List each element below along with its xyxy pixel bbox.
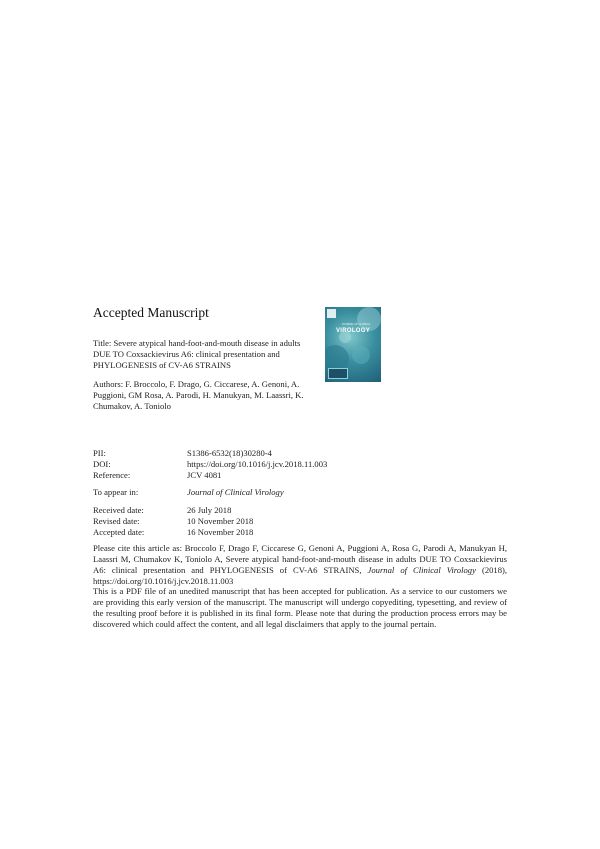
publisher-logo [327,309,336,318]
revised-label: Revised date: [93,516,140,526]
revised-value: 10 November 2018 [187,516,254,526]
doi-label: DOI: [93,459,111,469]
received-label: Received date: [93,505,144,515]
pii-label: PII: [93,448,106,458]
citation-doi: (2018), https://doi.org/10.1016/j.jcv.2018.11.003 [93,565,508,586]
journal-cover-image [325,307,381,382]
reference-value: JCV 4081 [187,470,222,480]
page-title: Accepted Manuscript [93,305,209,320]
appear-journal: Journal of Clinical Virology [187,487,284,497]
reference-label: Reference: [93,470,131,480]
citation-paragraph [93,543,507,587]
accepted-value: 16 November 2018 [187,527,254,537]
cover-journal-name: VIROLOGY [335,328,371,334]
citation-journal: Journal of Clinical Virology [367,565,476,575]
received-value: 26 July 2018 [187,505,232,515]
citation-text: Please cite this article as: Broccolo F, Drago F, Ciccarese G, Genoni A, Puggioni A, Rosa G, Parodi A, Manukyan H, Laassri M, Chumakov K, Toniolo A, Severe atypical hand-foot-and-mouth disease in adults DUE TO Coxsackievirus A6: clinical presentation and PHYLOGENESIS of CV-A6 STRAINS, [93,543,507,575]
accepted-label: Accepted date: [93,527,145,537]
article-authors: Authors: F. Broccolo, F. Drago, G. Ciccarese, A. Genoni, A. Puggioni, GM Rosa, A. Parodi, H. Manukyan, M. Laassri, K. Chumakov, A. Toniolo [93,379,304,411]
article-title: Title: Severe atypical hand-foot-and-mouth disease in adults DUE TO Coxsackievirus A6: clinical presentation and PHYLOGENESIS of CV-A6 STRAINS [93,338,301,370]
cover-badge [328,368,348,379]
appear-label: To appear in: [93,487,139,497]
pii-value: S1386-6532(18)30280-4 [187,448,272,458]
doi-link[interactable]: https://doi.org/10.1016/j.jcv.2018.11.003 [187,459,328,469]
cover-caption: JOURNAL OF CLINICAL [341,323,371,326]
disclaimer-paragraph: This is a PDF file of an unedited manuscript that has been accepted for publication. As a service to our customers we are providing this early version of the manuscript. The manuscript will undergo copyediting, typesetting, and review of the resulting proof before it is published in its final form. Please note that during the production process errors may be discovered which could affect the content, and all legal disclaimers that apply to the journal pertain. [93,586,507,629]
